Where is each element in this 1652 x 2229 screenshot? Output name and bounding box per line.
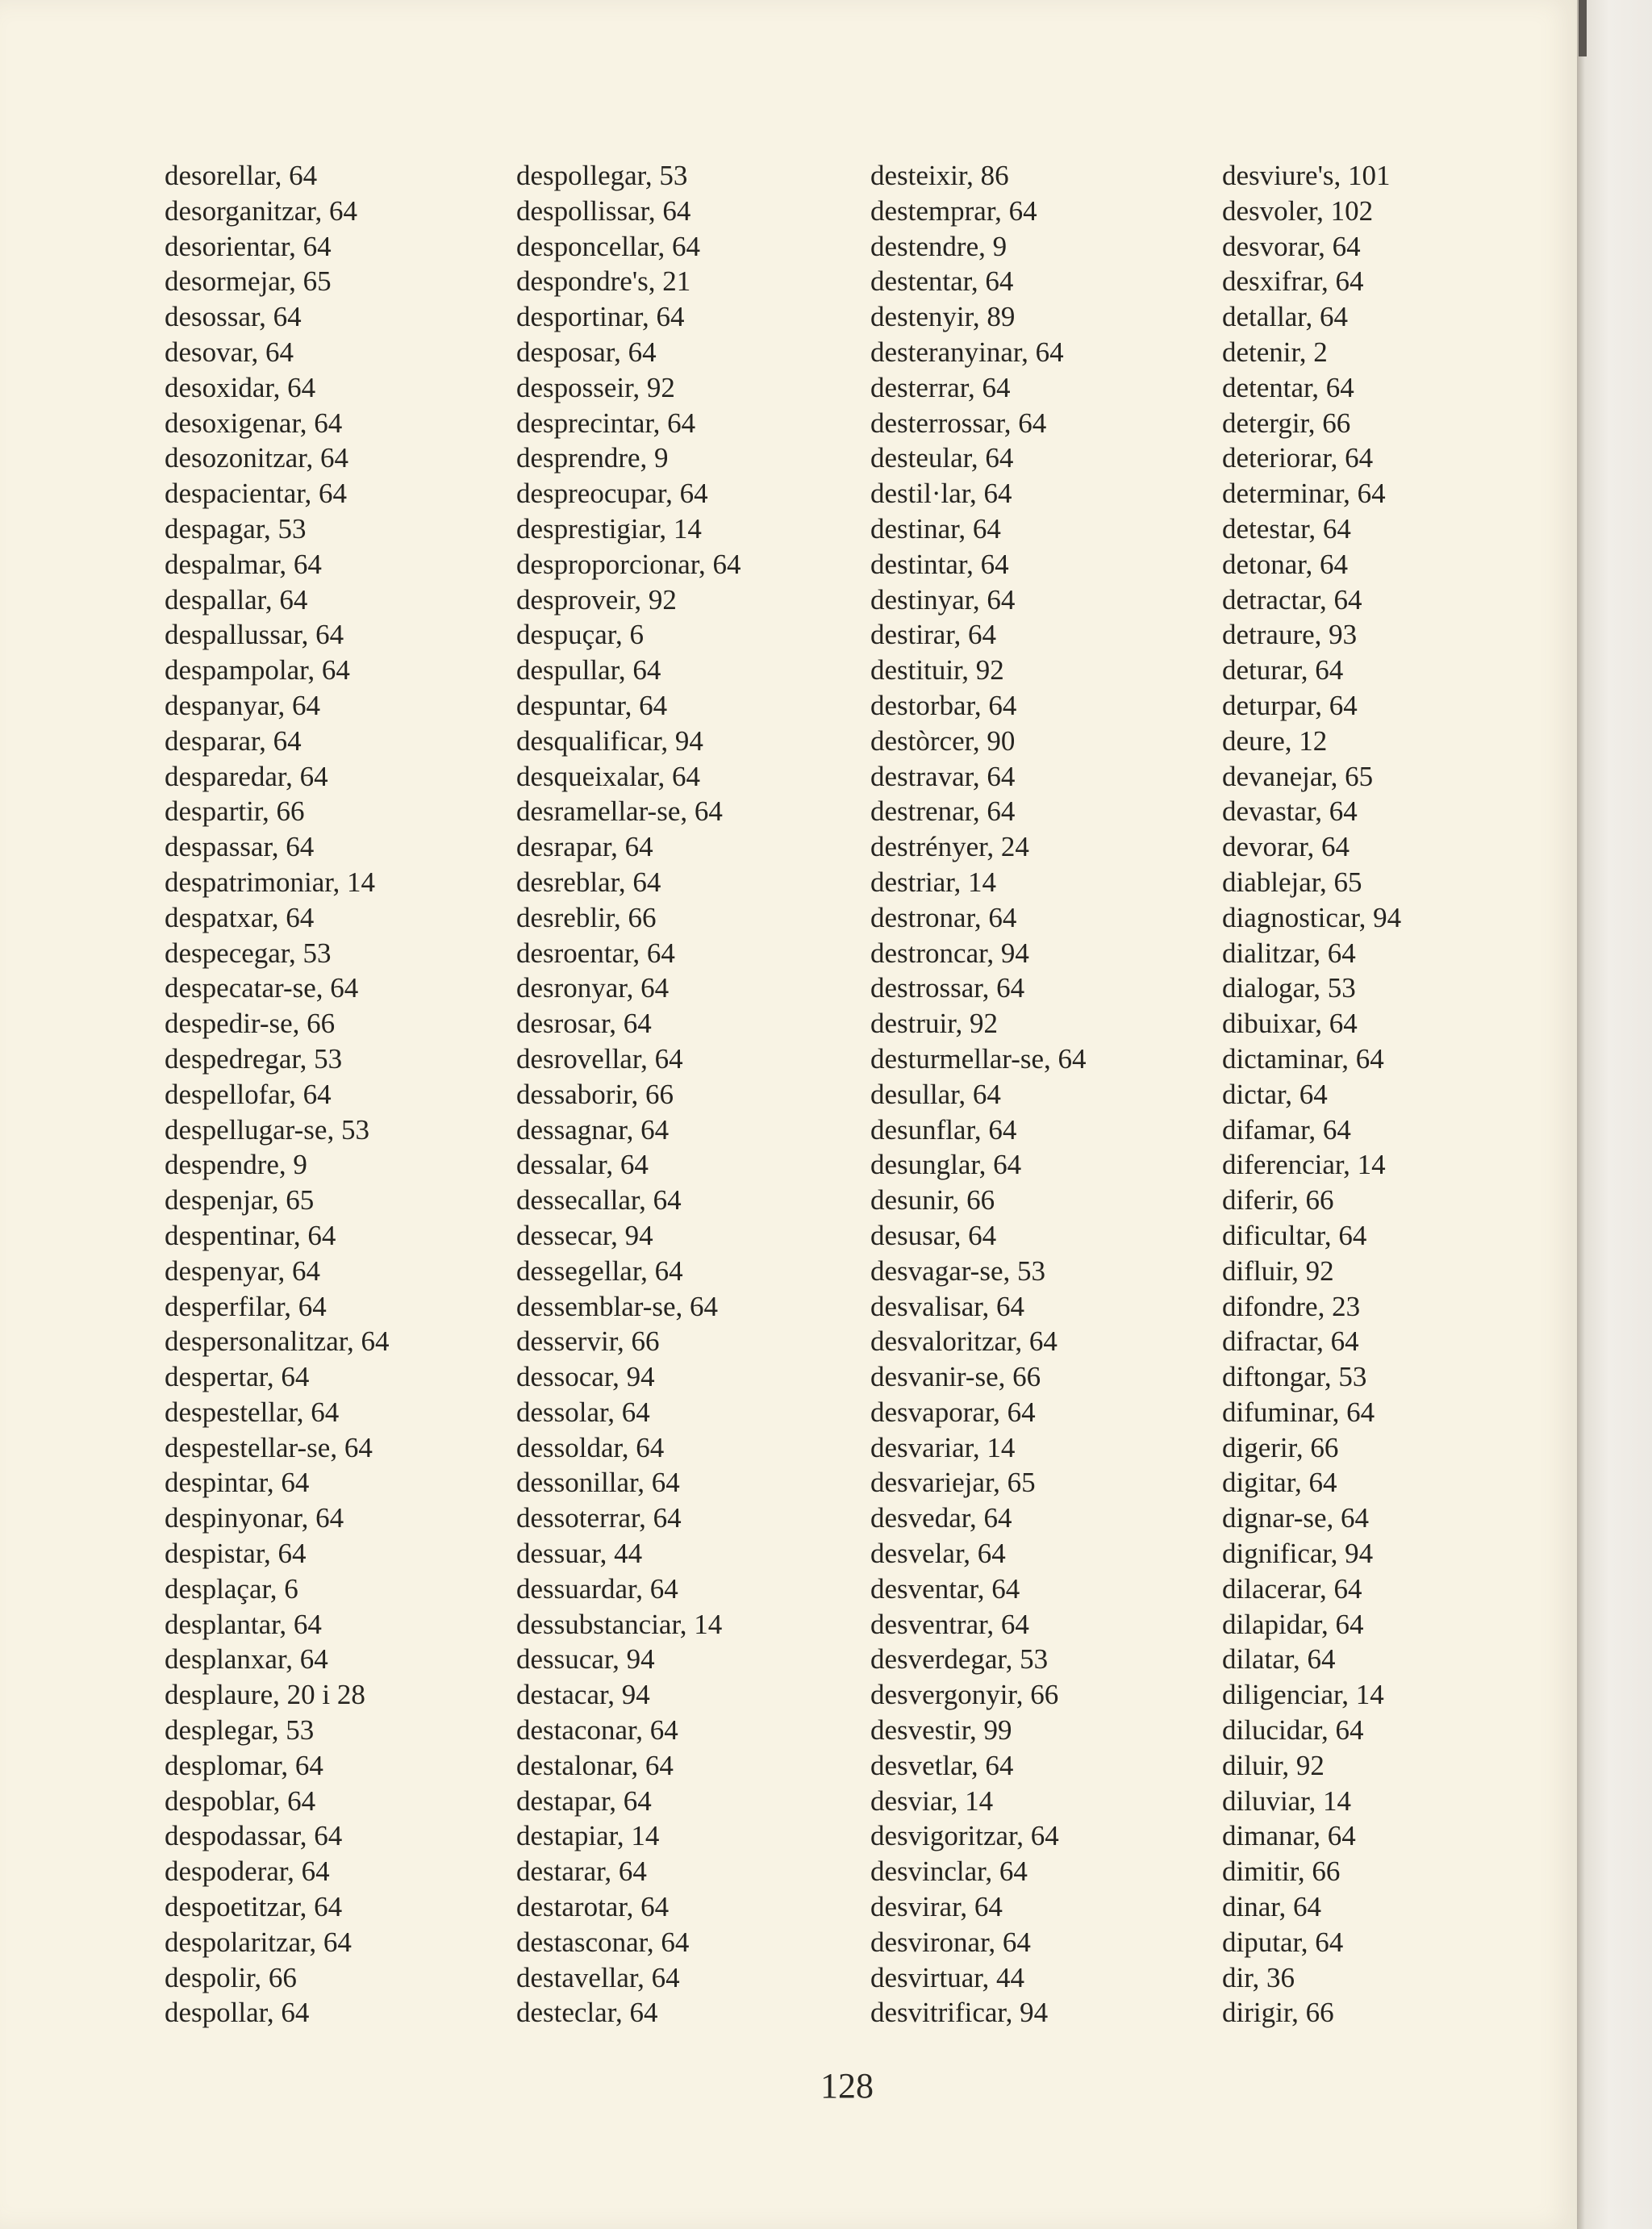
index-entry: despreocupar, 64 [516, 478, 708, 510]
index-entry: dilucidar, 64 [1222, 1714, 1364, 1747]
index-entry: dessecar, 94 [516, 1219, 653, 1251]
index-entry: desvestir, 99 [870, 1714, 1012, 1747]
index-entry: destronar, 64 [870, 901, 1017, 933]
index-entry: despoderar, 64 [165, 1855, 330, 1888]
index-entry: dilapidar, 64 [1222, 1608, 1364, 1640]
index-entry: dictaminar, 64 [1222, 1042, 1384, 1075]
index-entry: destil·lar, 64 [870, 478, 1012, 510]
index-entry: dessemblar-se, 64 [516, 1290, 719, 1322]
index-entry: dessalar, 64 [516, 1149, 649, 1181]
index-entry: despassar, 64 [165, 831, 315, 863]
index-entry: dessocar, 94 [516, 1361, 655, 1393]
index-entry: desterrar, 64 [870, 371, 1011, 403]
index-entry: desponcellar, 64 [516, 230, 700, 262]
index-entry: desvergonyir, 66 [870, 1679, 1059, 1711]
index-entry: destravar, 64 [870, 760, 1016, 792]
index-entry: dimitir, 66 [1222, 1855, 1341, 1888]
index-entry: despagar, 53 [165, 512, 307, 545]
index-entry: despacientar, 64 [165, 478, 347, 510]
index-entry: desrapar, 64 [516, 831, 653, 863]
index-entry: desviure's, 101 [1222, 160, 1391, 191]
index-entry: difondre, 23 [1222, 1290, 1361, 1322]
index-entry: dessecallar, 64 [516, 1184, 682, 1217]
index-entry: devorar, 64 [1222, 831, 1350, 863]
index-entry: despolir, 66 [165, 1961, 297, 1993]
page-edge-shadow [1579, 0, 1587, 56]
index-entry: destapiar, 14 [516, 1820, 660, 1852]
index-entry: desunflar, 64 [870, 1113, 1017, 1146]
index-entry: desvirar, 64 [870, 1891, 1003, 1923]
index-entry: despendre, 9 [165, 1149, 307, 1181]
index-entry: destenyir, 89 [870, 301, 1016, 333]
index-entry: desportinar, 64 [516, 301, 685, 333]
index-entry: destasconar, 64 [516, 1926, 690, 1958]
index-entry: despuçar, 6 [516, 619, 644, 651]
index-entry: desvaloritzar, 64 [870, 1325, 1058, 1358]
index-entry: desproporcionar, 64 [516, 548, 741, 580]
index-entry: despedir-se, 66 [165, 1008, 336, 1040]
index-entry: desposar, 64 [516, 336, 657, 368]
page-number: 128 [820, 2066, 874, 2106]
index-entry: diferenciar, 14 [1222, 1149, 1386, 1181]
index-entry: desteclar, 64 [516, 1997, 658, 2029]
index-entry: destorbar, 64 [870, 689, 1017, 721]
index-entry: desorganitzar, 64 [165, 194, 357, 227]
index-entry: desparar, 64 [165, 724, 302, 757]
index-entry: dictar, 64 [1222, 1078, 1328, 1110]
index-entry: deure, 12 [1222, 724, 1328, 757]
index-entry: detraure, 93 [1222, 619, 1358, 651]
index-entry: desplomar, 64 [165, 1749, 323, 1781]
index-entry: dilacerar, 64 [1222, 1572, 1362, 1605]
index-entry: desparedar, 64 [165, 760, 328, 792]
index-entry: dialogar, 53 [1222, 972, 1356, 1004]
index-entry: deturar, 64 [1222, 654, 1344, 687]
index-entry: diligenciar, 14 [1222, 1679, 1384, 1711]
index-entry: desrovellar, 64 [516, 1042, 683, 1075]
index-entry: desprestigiar, 14 [516, 512, 702, 545]
index-entry: desproveir, 92 [516, 583, 677, 616]
page-edge [1577, 0, 1652, 2229]
index-entry: desqueixalar, 64 [516, 760, 700, 792]
index-entry: despersonalitzar, 64 [165, 1325, 390, 1358]
index-entry: desronyar, 64 [516, 972, 670, 1004]
index-entry: desteular, 64 [870, 442, 1014, 474]
index-entry: desvariejar, 65 [870, 1467, 1036, 1499]
index-entry: destavellar, 64 [516, 1961, 680, 1993]
index-entry: desoxigenar, 64 [165, 407, 343, 439]
index-entry: difractar, 64 [1222, 1325, 1359, 1358]
index-entry: destaconar, 64 [516, 1714, 678, 1747]
index-entry: desoxidar, 64 [165, 371, 316, 403]
index-entry: desreblir, 66 [516, 901, 657, 933]
index-entry: despertar, 64 [165, 1361, 310, 1393]
index-entry: desplanxar, 64 [165, 1643, 328, 1676]
index-entry: destarotar, 64 [516, 1891, 670, 1923]
index-entry: despintar, 64 [165, 1467, 310, 1499]
index-entry: despollar, 64 [165, 1997, 310, 2029]
index-entry: despollegar, 53 [516, 160, 688, 191]
index-entry: desterrossar, 64 [870, 407, 1047, 439]
index-entry: despoetitzar, 64 [165, 1891, 343, 1923]
index-entry: destituir, 92 [870, 654, 1004, 687]
index-entry: despartir, 66 [165, 795, 305, 828]
index-entry: desvalisar, 64 [870, 1290, 1025, 1322]
index-entry: dessolar, 64 [516, 1396, 650, 1428]
index-entry: despellofar, 64 [165, 1078, 332, 1110]
index-entry: despenyar, 64 [165, 1254, 320, 1287]
index-entry: desteixir, 86 [870, 160, 1009, 191]
index-entry: detractar, 64 [1222, 583, 1362, 616]
index-entry: difuminar, 64 [1222, 1396, 1375, 1428]
index-entry: desozonitzar, 64 [165, 442, 348, 474]
index-entry: despestellar, 64 [165, 1396, 340, 1428]
index-entry: destinyar, 64 [870, 583, 1016, 616]
index-column-1 [165, 158, 390, 2031]
index-entry: desturmellar-se, 64 [870, 1042, 1087, 1075]
index-entry: destalonar, 64 [516, 1749, 674, 1781]
index-entry: dir, 36 [1222, 1961, 1295, 1993]
index-entry: despedregar, 53 [165, 1042, 343, 1075]
index-entry: diluviar, 14 [1222, 1784, 1351, 1817]
index-entry: desplaçar, 6 [165, 1572, 298, 1605]
index-column-2 [516, 158, 741, 2031]
index-entry: desposseir, 92 [516, 371, 675, 403]
index-entry: destinar, 64 [870, 512, 1001, 545]
index-entry: detentar, 64 [1222, 371, 1354, 403]
index-entry: despanyar, 64 [165, 689, 320, 721]
index-entry: dessubstanciar, 14 [516, 1608, 723, 1640]
index-entry: destòrcer, 90 [870, 724, 1016, 757]
index-entry: desservir, 66 [516, 1325, 660, 1358]
index-entry: diluir, 92 [1222, 1749, 1325, 1781]
index-entry: dilatar, 64 [1222, 1643, 1336, 1676]
index-entry: destapar, 64 [516, 1784, 652, 1817]
index-entry: despalmar, 64 [165, 548, 322, 580]
index-entry: desventrar, 64 [870, 1608, 1029, 1640]
index-entry: desvoler, 102 [1222, 194, 1374, 227]
index-entry: despullar, 64 [516, 654, 661, 687]
index-entry: digerir, 66 [1222, 1431, 1339, 1463]
index-entry: despinyonar, 64 [165, 1502, 344, 1534]
index-entry: desvanir-se, 66 [870, 1361, 1041, 1393]
index-entry: detenir, 2 [1222, 336, 1328, 368]
index-entry: dessaborir, 66 [516, 1078, 674, 1110]
index-entry: desvigoritzar, 64 [870, 1820, 1059, 1852]
index-entry: desorientar, 64 [165, 230, 332, 262]
index-entry: diputar, 64 [1222, 1926, 1344, 1958]
index-entry: desplantar, 64 [165, 1608, 322, 1640]
index-entry: desrosar, 64 [516, 1008, 652, 1040]
index-entry: destirar, 64 [870, 619, 997, 651]
index-entry: despenjar, 65 [165, 1184, 315, 1217]
index-entry: dignar-se, 64 [1222, 1502, 1370, 1534]
index-entry: destrényer, 24 [870, 831, 1029, 863]
index-entry: despampolar, 64 [165, 654, 350, 687]
index-entry: desramellar-se, 64 [516, 795, 723, 828]
index-entry: despatxar, 64 [165, 901, 315, 933]
index-entry: devastar, 64 [1222, 795, 1358, 828]
index-entry: destriar, 14 [870, 866, 997, 898]
index-entry: despistar, 64 [165, 1538, 307, 1570]
index-entry: despatrimoniar, 14 [165, 866, 376, 898]
index-entry: dirigir, 66 [1222, 1997, 1334, 2029]
index-entry: detonar, 64 [1222, 548, 1349, 580]
index-entry: determinar, 64 [1222, 478, 1386, 510]
index-entry: destroncar, 94 [870, 937, 1029, 969]
index-entry: desvinclar, 64 [870, 1855, 1028, 1888]
index-entry: destentar, 64 [870, 265, 1014, 298]
index-entry: despoblar, 64 [165, 1784, 316, 1817]
index-entry: diferir, 66 [1222, 1184, 1334, 1217]
index-entry: dessonillar, 64 [516, 1467, 680, 1499]
index-entry: despuntar, 64 [516, 689, 668, 721]
index-entry: destarar, 64 [516, 1855, 647, 1888]
index-entry: desvedar, 64 [870, 1502, 1012, 1534]
index-entry: destacar, 94 [516, 1679, 650, 1711]
index-entry: despondre's, 21 [516, 265, 691, 298]
index-entry: desorellar, 64 [165, 160, 318, 191]
index-entry: despecegar, 53 [165, 937, 332, 969]
index-entry: digitar, 64 [1222, 1467, 1337, 1499]
index-entry: deteriorar, 64 [1222, 442, 1374, 474]
index-entry: desvironar, 64 [870, 1926, 1031, 1958]
index-entry: desxifrar, 64 [1222, 265, 1364, 298]
index-entry: diagnosticar, 94 [1222, 901, 1402, 933]
index-entry: desroentar, 64 [516, 937, 675, 969]
index-entry: desplegar, 53 [165, 1714, 315, 1747]
index-entry: destrenar, 64 [870, 795, 1016, 828]
index-entry: desvagar-se, 53 [870, 1254, 1045, 1287]
index-entry: desprendre, 9 [516, 442, 669, 474]
index-entry: desviar, 14 [870, 1784, 994, 1817]
index-entry: despentinar, 64 [165, 1219, 336, 1251]
index-entry: destendre, 9 [870, 230, 1007, 262]
index-column-3 [870, 158, 1087, 2031]
index-entry: destrossar, 64 [870, 972, 1025, 1004]
index-entry: diablejar, 65 [1222, 866, 1362, 898]
index-entry: despallussar, 64 [165, 619, 344, 651]
index-entry: desvitrificar, 94 [870, 1997, 1049, 2029]
index-entry: dessoldar, 64 [516, 1431, 665, 1463]
index-entry: desunir, 66 [870, 1184, 995, 1217]
index-entry: despellugar-se, 53 [165, 1113, 369, 1146]
index-entry: detestar, 64 [1222, 512, 1351, 545]
index-entry: desventar, 64 [870, 1572, 1020, 1605]
index-entry: desvorar, 64 [1222, 230, 1361, 262]
index-entry: destemprar, 64 [870, 194, 1037, 227]
index-entry: despestellar-se, 64 [165, 1431, 373, 1463]
index-entry: desvariar, 14 [870, 1431, 1016, 1463]
index-entry: diftongar, 53 [1222, 1361, 1367, 1393]
index-entry: dimanar, 64 [1222, 1820, 1356, 1852]
index-entry: destintar, 64 [870, 548, 1009, 580]
index-entry: dessoterrar, 64 [516, 1502, 682, 1534]
index-entry: desteranyinar, 64 [870, 336, 1064, 368]
index-entry: desverdegar, 53 [870, 1643, 1049, 1676]
index-entry: desullar, 64 [870, 1078, 1001, 1110]
index-entry: dessuar, 44 [516, 1538, 643, 1570]
index-entry: dinar, 64 [1222, 1891, 1322, 1923]
index-entry: desossar, 64 [165, 301, 302, 333]
index-entry: despallar, 64 [165, 583, 308, 616]
index-entry: dessagnar, 64 [516, 1113, 670, 1146]
index-entry: dessuardar, 64 [516, 1572, 678, 1605]
index-entry: dibuixar, 64 [1222, 1008, 1358, 1040]
index-entry: despecatar-se, 64 [165, 972, 359, 1004]
index-entry: desormejar, 65 [165, 265, 332, 298]
index-entry: despodassar, 64 [165, 1820, 343, 1852]
index-entry: dificultar, 64 [1222, 1219, 1367, 1251]
index-entry: desvirtuar, 44 [870, 1961, 1025, 1993]
index-entry: destruir, 92 [870, 1008, 999, 1040]
index-entry: desqualificar, 94 [516, 724, 703, 757]
index-entry: dessegellar, 64 [516, 1254, 683, 1287]
index-entry: deturpar, 64 [1222, 689, 1358, 721]
index-entry: devanejar, 65 [1222, 760, 1374, 792]
index-entry: despolaritzar, 64 [165, 1926, 352, 1958]
index-entry: desvetlar, 64 [870, 1749, 1014, 1781]
index-entry: detergir, 66 [1222, 407, 1351, 439]
index-entry: difamar, 64 [1222, 1113, 1351, 1146]
index-entry: dialitzar, 64 [1222, 937, 1356, 969]
index-entry: difluir, 92 [1222, 1254, 1334, 1287]
index-entry: desplaure, 20 i 28 [165, 1679, 365, 1711]
index-entry: desunglar, 64 [870, 1149, 1022, 1181]
index-entry: desovar, 64 [165, 336, 294, 368]
index-entry: desreblar, 64 [516, 866, 661, 898]
index-entry: desprecintar, 64 [516, 407, 696, 439]
index-entry: desperfilar, 64 [165, 1290, 327, 1322]
index-entry: desvelar, 64 [870, 1538, 1006, 1570]
index-entry: dessucar, 94 [516, 1643, 655, 1676]
index-entry: desvaporar, 64 [870, 1396, 1036, 1428]
index-entry: despollissar, 64 [516, 194, 691, 227]
index-column-4 [1222, 158, 1401, 2031]
index-entry: dignificar, 94 [1222, 1538, 1374, 1570]
index-entry: desusar, 64 [870, 1219, 997, 1251]
index-entry: detallar, 64 [1222, 301, 1349, 333]
